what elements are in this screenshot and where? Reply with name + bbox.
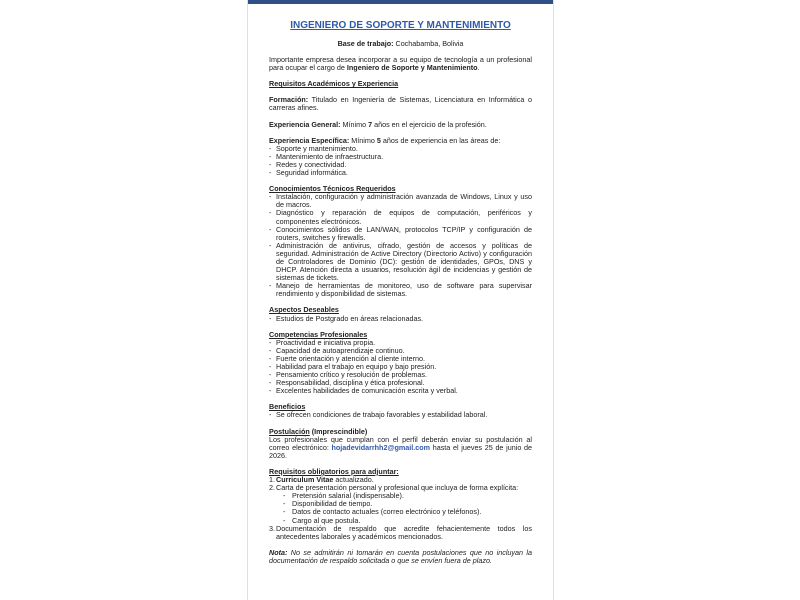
general-post: años en el ejercicio de la profesión. [372,119,487,129]
note-label: Nota: [269,547,288,557]
list-item: - Fuerte orientación y atención al cliente interno. [269,355,532,363]
documentation-text: Documentación de respaldo que acredite fehacientemente todos los antecedentes laborales y académicos mencionados. [276,523,532,541]
list-item: - Administración de antivirus, cifrado, gestión de accesos y políticas de seguridad. Administración de Active Directory (Directorio Activo) y configuración de Controladores de Dominio (DC): gestión de identidades, GPOs, DNS y DHCP. Atención directa a usuarios, resolución ágil de incidencias y gestión de sistemas de tickets. [269,242,532,282]
cover-letter-text: Carta de presentación personal y profesional que incluya de forma explícita: [276,483,519,493]
cover-letter-sublist [276,492,532,524]
section-heading-academic: Requisitos Académicos y Experiencia [269,79,399,89]
specific-post: años de experiencia en las áreas de: [380,135,501,145]
application-text-pre: Los profesionales que cumplan con el perfil deberán enviar su postulación al correo electrónico: [269,434,532,452]
list-item: - Manejo de herramientas de monitoreo, uso de software para supervisar rendimiento y disponibilidad de sistemas. [269,282,532,298]
email-link[interactable]: hojadevidarrhh2@gmail.com [331,442,431,452]
general-years: 7 [368,119,373,129]
intro-paragraph [269,56,532,72]
application-paragraph [269,436,532,460]
general-pre: Mínimo [340,119,369,129]
cv-label: Curriculum Vitae [276,475,334,485]
intro-text: Importante empresa desea incorporar a su equipo de tecnología a un profesional para ocupar el cargo de [269,55,532,73]
specific-label: Experiencia Específica: [269,135,350,145]
work-base-value: Cochabamba, Bolivia [393,39,464,48]
section-heading-mandatory: Requisitos obligatorios para adjuntar: [269,466,399,476]
list-item: - Habilidad para el trabajo en equipo y bajo presión. [269,363,532,371]
cv-rest: actualizado. [333,475,374,485]
list-item: - Cargo al que postula. [276,517,532,525]
formacion-text: Titulado en Ingeniería de Sistemas, Licenciatura en Informática o carreras afines. [269,95,532,113]
list-item: - Disponibilidad de tiempo. [276,500,532,508]
list-item: - Mantenimiento de infraestructura. [269,153,532,161]
benefits-list [269,411,532,419]
list-item [269,525,532,541]
intro-end: . [477,63,480,73]
competencies-list [269,339,532,396]
section-heading-benefits: Beneficios [269,402,306,412]
work-base [269,40,532,48]
list-item: - Datos de contacto actuales (correo electrónico y teléfonos). [276,508,532,516]
page-title: INGENIERO DE SOPORTE Y MANTENIMIENTO [290,20,511,31]
intro-role: Ingeniero de Soporte y Mantenimiento [346,63,478,73]
list-item: - Capacidad de autoaprendizaje continuo. [269,347,532,355]
list-item: - Diagnóstico y reparación de equipos de computación, periféricos y componentes electrónicos. [269,209,532,225]
mandatory-list [269,476,532,541]
job-posting-page [247,0,554,600]
list-item: - Estudios de Postgrado en áreas relacionadas. [269,315,532,323]
list-item: - Redes y conectividad. [269,161,532,169]
tech-list [269,193,532,298]
section-heading-desirable: Aspectos Deseables [269,305,339,315]
specific-pre: Mínimo [349,135,377,145]
list-item: - Proactividad e iniciativa propia. [269,339,532,347]
general-label: Experiencia General: [269,119,341,129]
item-number: 3. [269,523,275,533]
list-item: - Responsabilidad, disciplina y ética profesional. [269,379,532,387]
list-item [269,484,532,524]
item-number: 1. [269,475,275,485]
list-item: - Conocimientos sólidos de LAN/WAN, protocolos TCP/IP y configuración de routers, switches y firewalls. [269,226,532,242]
list-item: - Se ofrecen condiciones de trabajo favorables y estabilidad laboral. [269,411,532,419]
list-item: - Instalación, configuración y administración avanzada de Windows, Linux y uso de macros. [269,193,532,209]
application-heading-suffix: (Imprescindible) [309,426,368,436]
formacion-paragraph [269,96,532,112]
list-item: - Soporte y mantenimiento. [269,145,532,153]
list-item: - Pensamiento crítico y resolución de problemas. [269,371,532,379]
section-heading-tech: Conocimientos Técnicos Requeridos [269,184,396,194]
posting-content [269,20,532,565]
list-item: - Pretensión salarial (indispensable). [276,492,532,500]
areas-list [269,145,532,177]
list-item: - Excelentes habilidades de comunicación escrita y verbal. [269,387,532,395]
application-text-post: hasta el jueves 25 de junio de 2026. [269,442,533,460]
section-heading-competencies: Competencias Profesionales [269,329,368,339]
application-heading: Postulación [269,426,310,436]
general-experience [269,121,532,129]
specific-years: 5 [376,135,381,145]
top-border [248,0,553,4]
formacion-label: Formación: [269,95,309,105]
item-number: 2. [269,483,275,493]
note-text: No se admitirán ni tomarán en cuenta postulaciones que no incluyan la documentación de respaldo solicitada o que se envíen fuera de plazo. [269,547,532,565]
desirable-list [269,315,532,323]
note-paragraph [269,549,532,565]
list-item: - Seguridad informática. [269,169,532,177]
work-base-label: Base de trabajo: [337,39,394,48]
